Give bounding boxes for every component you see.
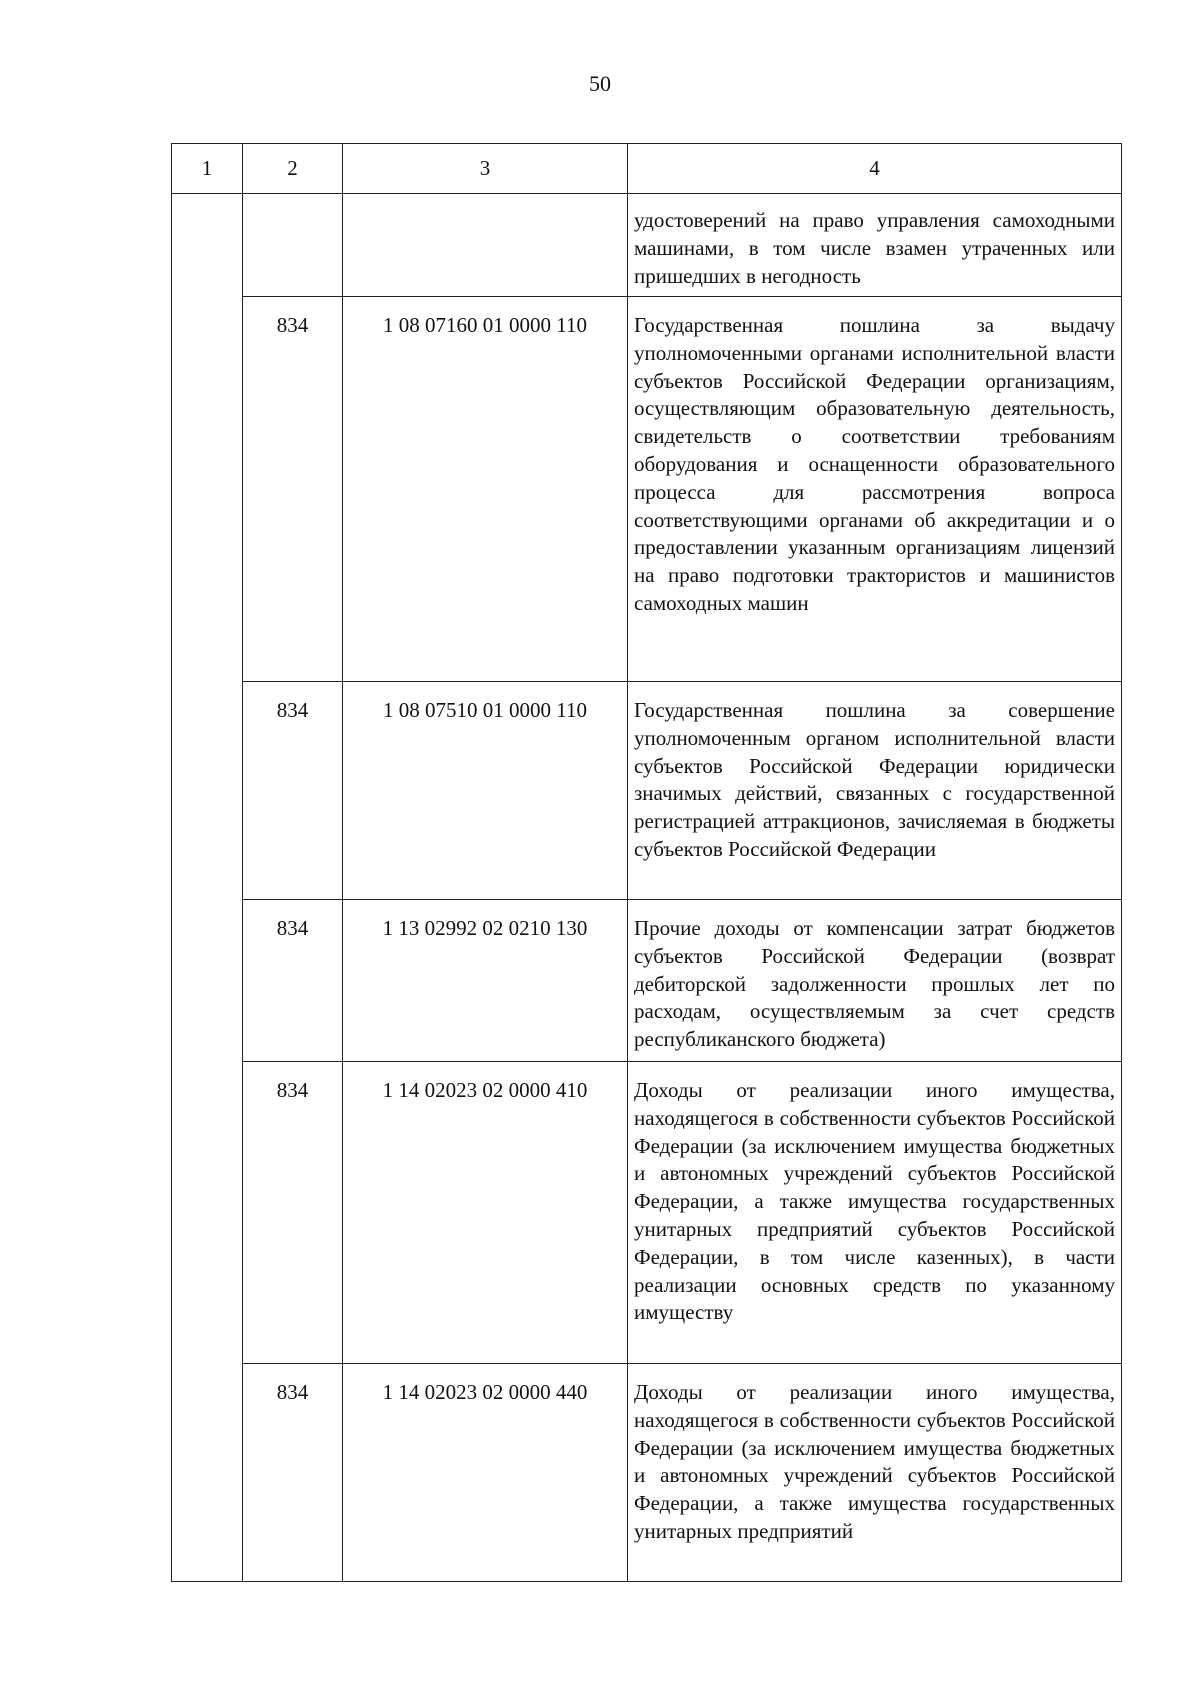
table-row <box>172 194 1122 297</box>
revenue-code-cell <box>343 194 628 297</box>
description-cell: Прочие доходы от компенсации затрат бюджетов субъектов Российской Федерации (возврат дебиторской задолженности прошлых лет по расходам, осуществляемым за счет средств республиканского бюджета) <box>628 900 1122 1062</box>
table-row <box>172 1062 1122 1364</box>
admin-code-cell: 834 <box>243 682 343 900</box>
revenue-code-cell: 1 14 02023 02 0000 440 <box>343 1364 628 1582</box>
page-number: 50 <box>589 71 611 96</box>
description-cell: Государственная пошлина за совершение уполномоченным органом исполнительной власти субъектов Российской Федерации юридически значимых действий, связанных с государственной регистрацией аттракционов, зачисляемая в бюджеты субъектов Российской Федерации <box>628 682 1122 900</box>
description-cell: удостоверений на право управления самоходными машинами, в том числе взамен утраченных или пришедших в негодность <box>628 194 1122 297</box>
column-header-3: 3 <box>343 144 628 194</box>
revenue-code-cell: 1 13 02992 02 0210 130 <box>343 900 628 1062</box>
admin-code-cell: 834 <box>243 1062 343 1364</box>
admin-code-cell: 834 <box>243 1364 343 1582</box>
table-row <box>172 1364 1122 1582</box>
table-header-row <box>172 144 1122 194</box>
revenue-code-cell: 1 08 07160 01 0000 110 <box>343 297 628 682</box>
table-row <box>172 682 1122 900</box>
column-header-4: 4 <box>628 144 1122 194</box>
column-header-1: 1 <box>172 144 243 194</box>
admin-code-cell: 834 <box>243 297 343 682</box>
admin-code-cell: 834 <box>243 900 343 1062</box>
revenue-codes-table <box>171 143 1122 1582</box>
revenue-code-cell: 1 14 02023 02 0000 410 <box>343 1062 628 1364</box>
table-row <box>172 900 1122 1062</box>
description-cell: Государственная пошлина за выдачу уполномоченными органами исполнительной власти субъектов Российской Федерации организациям, осуществляющим образовательную деятельность, свидетельств о соответствии требованиям оборудования и оснащенности образовательного процесса для рассмотрения вопроса соответствующими органами об аккредитации и о предоставлении указанным организациям лицензий на право подготовки трактористов и машинистов самоходных машин <box>628 297 1122 682</box>
description-cell: Доходы от реализации иного имущества, находящегося в собственности субъектов Российской Федерации (за исключением имущества бюджетных и автономных учреждений субъектов Российской Федерации, а также имущества государственных унитарных предприятий субъектов Российской Федерации, в том числе казенных), в части реализации основных средств по указанному имуществу <box>628 1062 1122 1364</box>
table-row <box>172 297 1122 682</box>
column-1-merged-cell <box>172 194 243 1582</box>
description-cell: Доходы от реализации иного имущества, находящегося в собственности субъектов Российской Федерации (за исключением имущества бюджетных и автономных учреждений субъектов Российской Федерации, а также имущества государственных унитарных предприятий <box>628 1364 1122 1582</box>
column-header-2: 2 <box>243 144 343 194</box>
revenue-code-cell: 1 08 07510 01 0000 110 <box>343 682 628 900</box>
admin-code-cell <box>243 194 343 297</box>
